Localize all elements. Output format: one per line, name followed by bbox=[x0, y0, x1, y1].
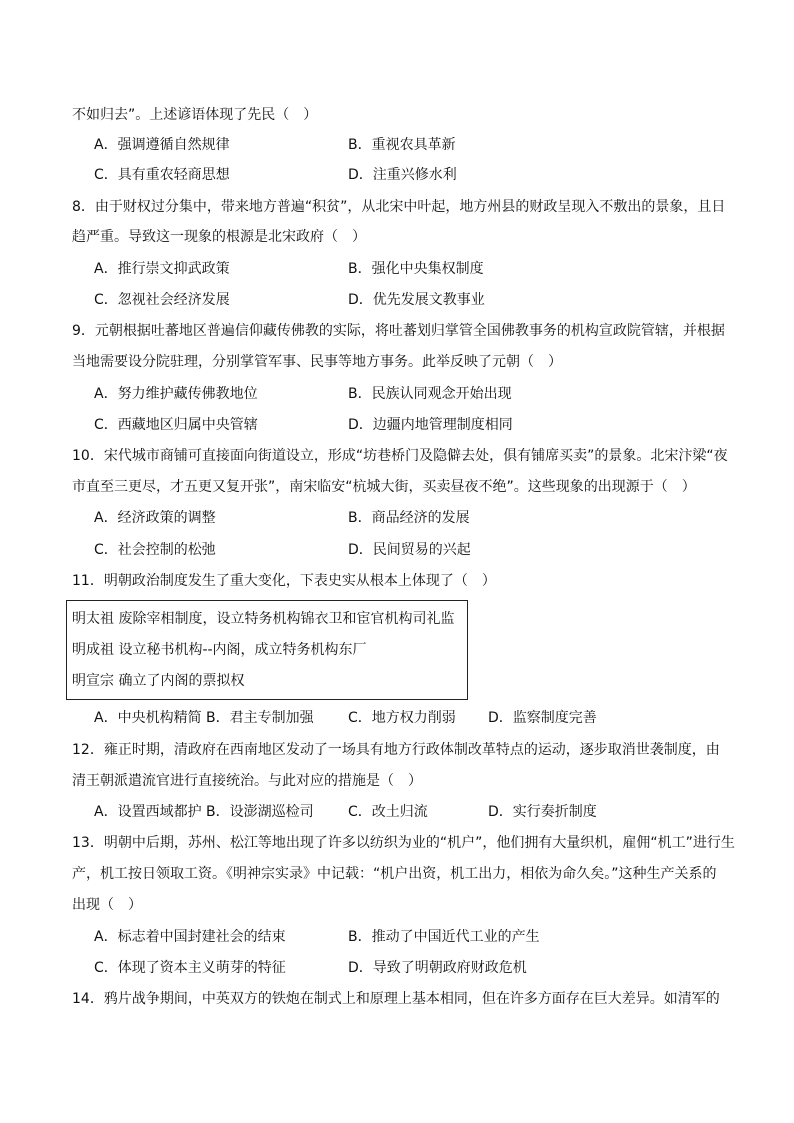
q10-option-d[interactable]: D．民间贸易的兴起 bbox=[348, 542, 471, 558]
question-9-stem-line-2: 当地需要设分院驻理，分别掌管军事、民事等地方事务。此举反映了元朝（ ） bbox=[72, 354, 562, 370]
table-row: 明太祖 废除宰相制度，设立特务机构锦衣卫和宦官机构司礼监 bbox=[72, 611, 455, 627]
question-9-stem-line-1: 9．元朝根据吐蕃地区普遍信仰藏传佛教的实际，将吐蕃划归掌管全国佛教事务的机构宣政院管辖，并根据 bbox=[72, 323, 725, 339]
question-12-stem-line-2: 清王朝派遣流官进行直接统治。与此对应的措施是（ ） bbox=[72, 773, 422, 789]
question-7-stem-tail: 不如归去”。上述谚语体现了先民（ ） bbox=[72, 107, 318, 123]
q7-option-a[interactable]: A．强调遵循自然规律 bbox=[94, 137, 230, 153]
q8-option-a[interactable]: A．推行崇文抑武政策 bbox=[94, 261, 230, 277]
q8-option-b[interactable]: B．强化中央集权制度 bbox=[348, 261, 484, 277]
question-10-stem-line-2: 市直至三更尽，才五更又复开张”，南宋临安“杭城大街，买卖昼夜不绝”。这些现象的出现源于（ ） bbox=[72, 479, 696, 495]
question-10-stem-line-1: 10．宋代城市商铺可直接面向街道设立，形成“坊巷桥门及隐僻去处，俱有铺席买卖”的景象。北宋汴梁“夜 bbox=[72, 448, 728, 464]
q10-option-b[interactable]: B．商品经济的发展 bbox=[348, 510, 470, 526]
question-14-stem-line-1: 14．鸦片战争期间，中英双方的铁炮在制式上和原理上基本相同，但在许多方面存在巨大差异。如清军的 bbox=[72, 991, 720, 1007]
q10-option-a[interactable]: A．经济政策的调整 bbox=[94, 510, 216, 526]
q12-option-d[interactable]: D．实行奏折制度 bbox=[488, 804, 597, 820]
q9-option-b[interactable]: B．民族认同观念开始出现 bbox=[348, 386, 512, 402]
q11-option-a-b[interactable]: A．中央机构精简 B．君主专制加强 bbox=[94, 710, 314, 726]
question-8-stem-line-2: 趋严重。导致这一现象的根源是北宋政府（ ） bbox=[72, 229, 366, 245]
question-8-stem-line-1: 8．由于财权过分集中，带来地方普遍“积贫”，从北宋中叶起，地方州县的财政呈现入不敷出的景象，且日 bbox=[72, 199, 726, 215]
q12-option-a-b[interactable]: A．设置西域都护 B．设澎湖巡检司 bbox=[94, 804, 314, 820]
q7-option-d[interactable]: D．注重兴修水利 bbox=[348, 167, 457, 183]
q8-option-d[interactable]: D．优先发展文教事业 bbox=[348, 292, 485, 308]
q9-option-d[interactable]: D．边疆内地管理制度相同 bbox=[348, 417, 513, 433]
q11-option-c[interactable]: C．地方权力削弱 bbox=[348, 710, 456, 726]
q13-option-b[interactable]: B．推动了中国近代工业的产生 bbox=[348, 929, 540, 945]
q13-option-a[interactable]: A．标志着中国封建社会的结束 bbox=[94, 929, 286, 945]
q8-option-c[interactable]: C．忽视社会经济发展 bbox=[94, 292, 230, 308]
q13-option-d[interactable]: D．导致了明朝政府财政危机 bbox=[348, 960, 527, 976]
question-13-stem-line-3: 出现（ ） bbox=[72, 897, 142, 913]
q11-option-d[interactable]: D．监察制度完善 bbox=[488, 710, 597, 726]
q7-option-c[interactable]: C．具有重农轻商思想 bbox=[94, 167, 230, 183]
q13-option-c[interactable]: C．体现了资本主义萌芽的特征 bbox=[94, 960, 286, 976]
q9-option-a[interactable]: A．努力维护藏传佛教地位 bbox=[94, 386, 258, 402]
table-row: 明宣宗 确立了内阁的票拟权 bbox=[72, 673, 245, 689]
question-13-stem-line-1: 13．明朝中后期，苏州、松江等地出现了许多以纺织为业的“机户”，他们拥有大量织机，雇佣“机工”进行生 bbox=[72, 835, 735, 851]
q7-option-b[interactable]: B．重视农具革新 bbox=[348, 137, 456, 153]
question-13-stem-line-2: 产，机工按日领取工资。《明神宗实录》中记载：“机户出资，机工出力，相依为命久矣。”这种生产关系的 bbox=[72, 866, 717, 882]
q10-option-c[interactable]: C．社会控制的松弛 bbox=[94, 542, 216, 558]
history-facts-table bbox=[66, 600, 468, 700]
q12-option-c[interactable]: C．改土归流 bbox=[348, 804, 428, 820]
table-row: 明成祖 设立秘书机构--内阁，成立特务机构东厂 bbox=[72, 642, 367, 658]
question-12-stem-line-1: 12．雍正时期，清政府在西南地区发动了一场具有地方行政体制改革特点的运动，逐步取消世袭制度，由 bbox=[72, 742, 720, 758]
question-11-stem: 11．明朝政治制度发生了重大变化，下表史实从根本上体现了（ ） bbox=[72, 573, 496, 589]
q9-option-c[interactable]: C．西藏地区归属中央管辖 bbox=[94, 417, 258, 433]
